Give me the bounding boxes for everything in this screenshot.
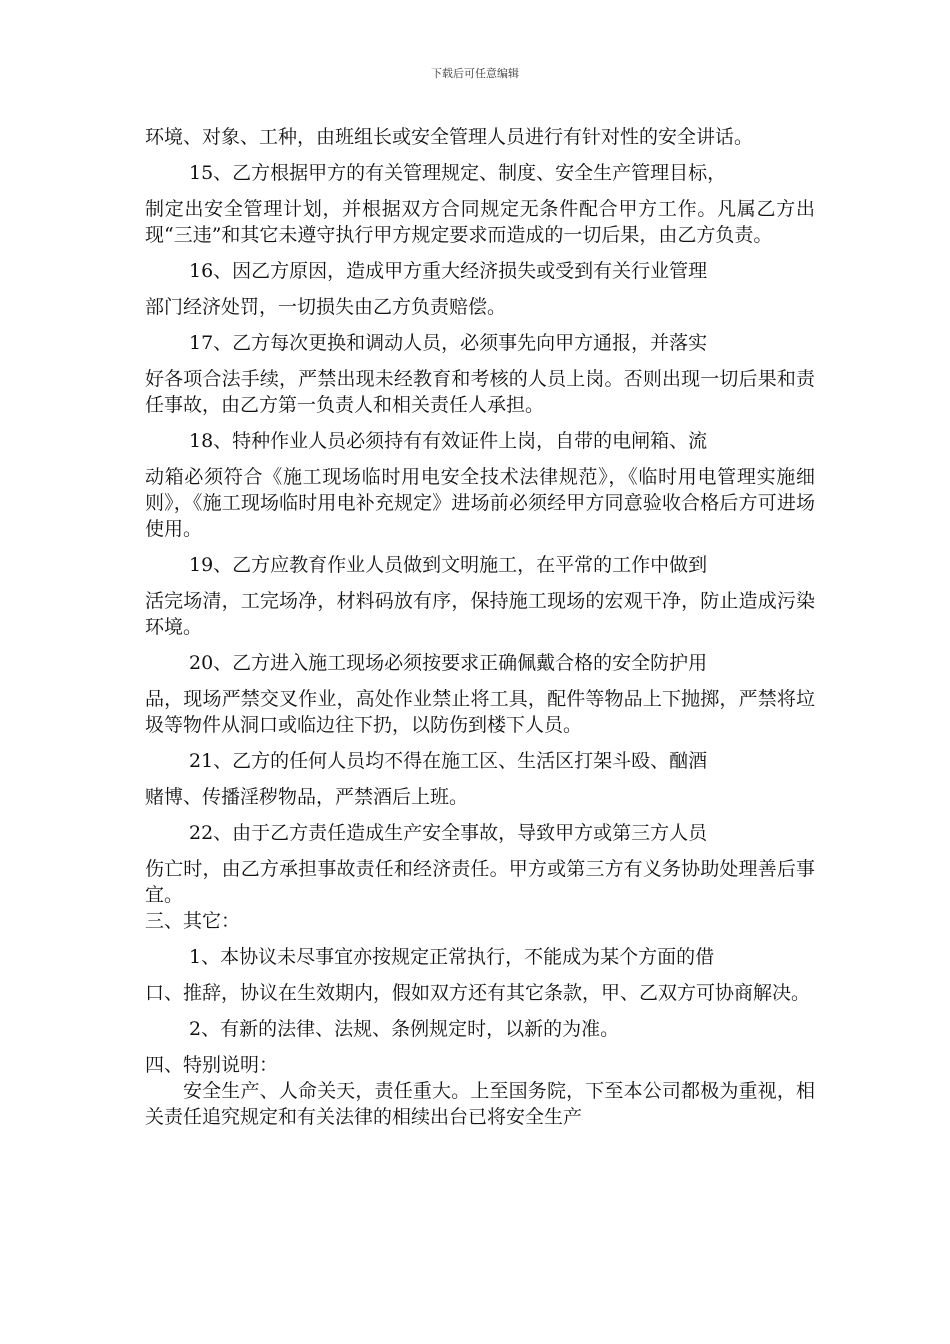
- clause-17-first-line: 17、乙方每次更换和调动人员，必须事先向甲方通报，并落实: [189, 332, 708, 354]
- clause-16-first-line: 16、因乙方原因，造成甲方重大经济损失或受到有关行业管理: [189, 260, 708, 282]
- clause-21-body: 赌博、传播淫秽物品，严禁酒后上班。: [145, 786, 469, 808]
- clause-18-first-line: 18、特种作业人员必须持有有效证件上岗，自带的电闸箱、流: [189, 430, 708, 452]
- clause-18: [145, 428, 815, 542]
- clause-21-first-line: 21、乙方的任何人员均不得在施工区、生活区打架斗殴、酗酒: [189, 750, 708, 772]
- clause-19-first-line: 19、乙方应教育作业人员做到文明施工，在平常的工作中做到: [189, 554, 708, 576]
- clause-18-body: 动箱必须符合《施工现场临时用电安全技术法律规范》，《临时用电管理实施细则》，《施工现场临时用电补充规定》进场前必须经甲方同意验收合格后方可进场使用。: [145, 466, 815, 540]
- document-body: [145, 124, 815, 1130]
- clause-22-body: 伤亡时，由乙方承担事故责任和经济责任。甲方或第三方有义务协助处理善后事宜。: [145, 858, 815, 906]
- clause-17: [145, 330, 815, 418]
- clause-17-body: 好各项合法手续，严禁出现未经教育和考核的人员上岗。否则出现一切后果和责任事故，由乙方第一负责人和相关责任人承担。: [145, 368, 815, 416]
- clause-16-body: 部门经济处罚，一切损失由乙方负责赔偿。: [145, 296, 507, 318]
- clause-22: [145, 820, 815, 908]
- section-4-paragraph: 安全生产、人命关天，责任重大。上至国务院，下至本公司都极为重视，相关责任追究规定和有关法律的相续出台已将安全生产: [145, 1080, 815, 1128]
- paragraph-intro: 环境、对象、工种，由班组长或安全管理人员进行有针对性的安全讲话。: [145, 126, 754, 148]
- section-3-heading: 三、其它：: [145, 910, 241, 932]
- clause-22-first-line: 22、由于乙方责任造成生产安全事故，导致甲方或第三方人员: [189, 822, 708, 844]
- clause-21: [145, 748, 815, 810]
- clause-20: [145, 650, 815, 738]
- clause-15-first-line: 15、乙方根据甲方的有关管理规定、制度、安全生产管理目标，: [189, 162, 727, 184]
- clause-19: [145, 552, 815, 640]
- section-3-clause-1: [145, 944, 815, 1006]
- clause-19-body: 活完场清，工完场净，材料码放有序，保持施工现场的宏观干净，防止造成污染环境。: [145, 590, 815, 638]
- section-3-clause-1-first-line: 1、本协议未尽事宜亦按规定正常执行，不能成为某个方面的借: [189, 946, 715, 968]
- section-4-heading: 四、特别说明：: [145, 1054, 279, 1076]
- clause-15: [145, 160, 815, 248]
- section-3-clause-2: [145, 1016, 815, 1042]
- clause-20-body: 品，现场严禁交叉作业，高处作业禁止将工具，配件等物品上下抛掷，严禁将垃圾等物件从洞口或临边往下扔，以防伤到楼下人员。: [145, 688, 815, 736]
- clause-20-first-line: 20、乙方进入施工现场必须按要求正确佩戴合格的安全防护用: [189, 652, 708, 674]
- clause-15-body: 制定出安全管理计划，并根据双方合同规定无条件配合甲方工作。凡属乙方出现“三违”和其它未遵守执行甲方规定要求而造成的一切后果，由乙方负责。: [145, 198, 815, 246]
- section-3-clause-2-text: 2、有新的法律、法规、条例规定时，以新的为准。: [189, 1018, 620, 1040]
- page-header: 下载后可任意编辑: [431, 67, 519, 80]
- clause-16: [145, 258, 815, 320]
- section-3-clause-1-body: 口、推辞，协议在生效期内，假如双方还有其它条款，甲、乙双方可协商解决。: [145, 982, 811, 1004]
